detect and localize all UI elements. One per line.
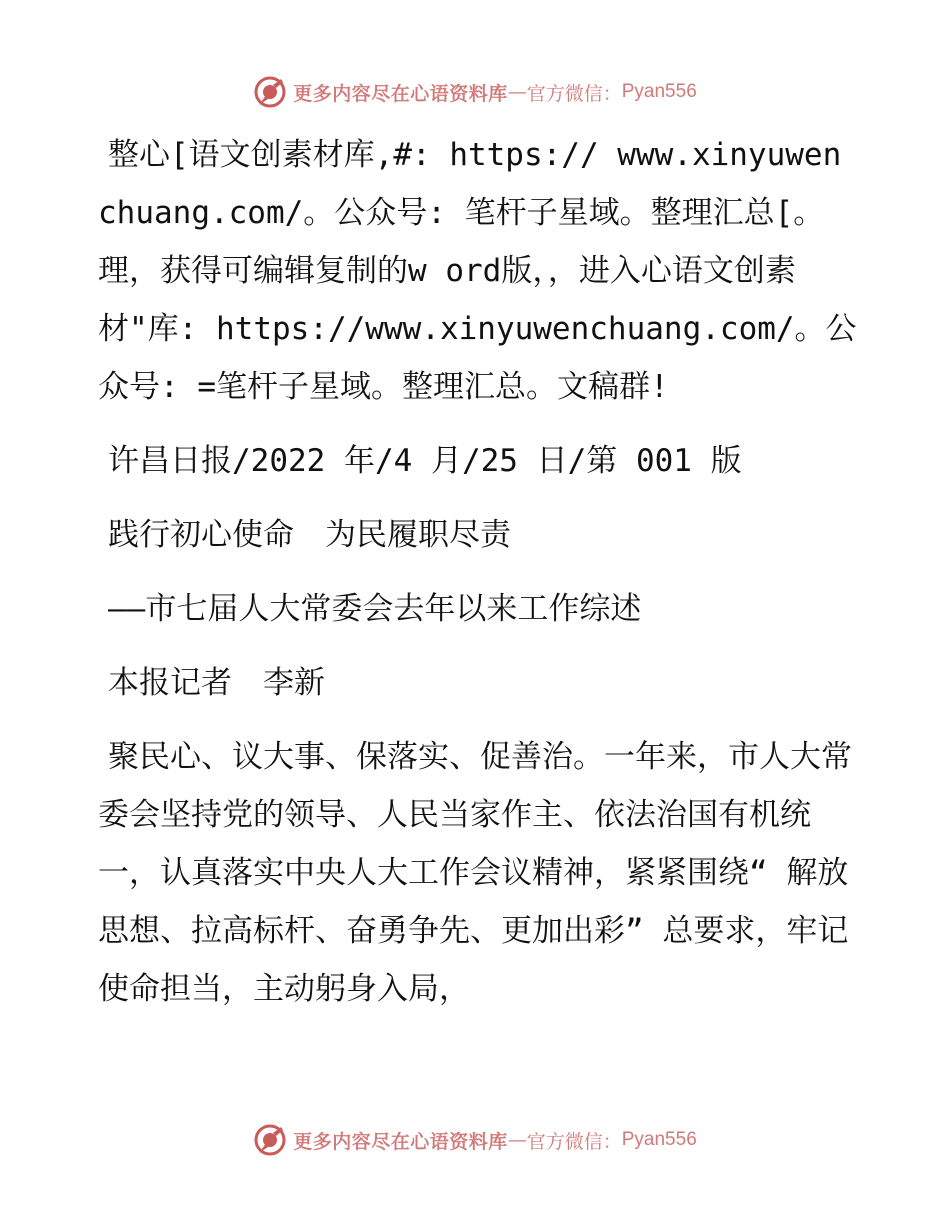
- pen-logo-icon: [253, 75, 287, 109]
- source-line: 许昌日报/2022 年/4 月/25 日/第 001 版: [108, 443, 742, 479]
- banner-title: 更多内容尽在心语资料库: [293, 82, 508, 105]
- byline: 本报记者 李新: [108, 665, 325, 701]
- footer-banner: [0, 1120, 950, 1160]
- headline: 践行初心使命 为民履职尽责: [108, 517, 511, 553]
- banner-separator: —: [507, 1129, 527, 1151]
- document-body: [98, 126, 858, 1034]
- header-banner: [0, 72, 950, 112]
- intro-paragraph: 整心[语文创素材库,#: https:// www.xinyuwenchuang.com/。公众号: 笔杆子星域。整理汇总[。理，获得可编辑复制的w ord版，，进入心语文创素材"库: https://www.xinyuwenchuang.com/。公众号: =笔杆子星域。整理汇总。文稿群!: [98, 137, 857, 405]
- banner-wechat-label: 官方微信：: [526, 1130, 622, 1153]
- banner-wechat-id: Pyan556: [621, 81, 697, 102]
- subheadline: ——市七届人大常委会去年以来工作综述: [108, 591, 642, 627]
- banner-separator: —: [507, 81, 527, 103]
- pen-logo-icon: [253, 1123, 287, 1157]
- banner-wechat-id: Pyan556: [621, 1129, 697, 1150]
- banner-title: 更多内容尽在心语资料库: [293, 1130, 508, 1153]
- banner-wechat-label: 官方微信：: [526, 82, 622, 105]
- body-paragraph: 聚民心、议大事、保落实、促善治。一年来，市人大常委会坚持党的领导、人民当家作主、依法治国有机统一，认真落实中央人大工作会议精神，紧紧围绕“ 解放思想、拉高标杆、奋勇争先、更加出彩” 总要求，牢记使命担当，主动躬身入局，: [98, 739, 852, 1007]
